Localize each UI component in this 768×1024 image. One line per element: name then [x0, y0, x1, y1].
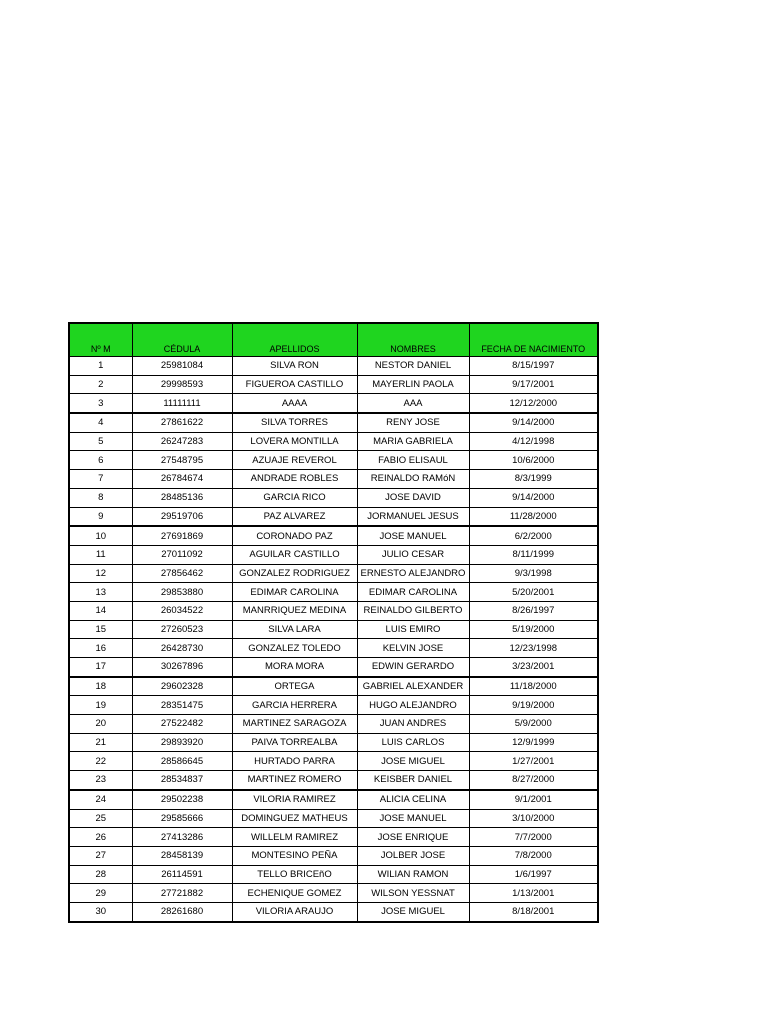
number-cell: 1 — [69, 357, 132, 376]
number-cell: 21 — [69, 733, 132, 752]
cedula-cell: 26784674 — [132, 470, 232, 489]
fecha-cell: 6/2/2000 — [469, 526, 598, 545]
number-cell: 13 — [69, 583, 132, 602]
nombres-cell: JOSE MANUEL — [357, 809, 469, 828]
nombres-cell: JOSE MIGUEL — [357, 752, 469, 771]
fecha-cell: 7/8/2000 — [469, 846, 598, 865]
cedula-cell: 30267896 — [132, 658, 232, 677]
apellidos-cell: MORA MORA — [232, 658, 357, 677]
fecha-cell: 9/19/2000 — [469, 696, 598, 715]
number-cell: 6 — [69, 451, 132, 470]
fecha-cell: 5/20/2001 — [469, 583, 598, 602]
cedula-cell: 29893920 — [132, 733, 232, 752]
nombres-cell: REINALDO RAMóN — [357, 470, 469, 489]
nombres-cell: NESTOR DANIEL — [357, 357, 469, 376]
table-row — [69, 639, 598, 658]
cedula-cell: 26247283 — [132, 432, 232, 451]
cedula-cell: 27856462 — [132, 564, 232, 583]
number-cell: 24 — [69, 790, 132, 809]
table-row — [69, 865, 598, 884]
cedula-cell: 25981084 — [132, 357, 232, 376]
table-row — [69, 507, 598, 526]
table-row — [69, 902, 598, 921]
apellidos-cell: GONZALEZ TOLEDO — [232, 639, 357, 658]
fecha-cell: 9/14/2000 — [469, 488, 598, 507]
fecha-cell: 5/19/2000 — [469, 620, 598, 639]
apellidos-cell: CORONADO PAZ — [232, 526, 357, 545]
apellidos-cell: AAAA — [232, 394, 357, 413]
fecha-cell: 9/3/1998 — [469, 564, 598, 583]
apellidos-cell: MARTINEZ ROMERO — [232, 771, 357, 790]
nombres-cell: JORMANUEL JESUS — [357, 507, 469, 526]
nombres-cell: ERNESTO ALEJANDRO — [357, 564, 469, 583]
header-cell-number: Nº M — [69, 323, 132, 357]
number-cell: 7 — [69, 470, 132, 489]
apellidos-cell: ORTEGA — [232, 677, 357, 696]
fecha-cell: 7/7/2000 — [469, 828, 598, 847]
nombres-cell: JUAN ANDRES — [357, 715, 469, 734]
apellidos-cell: DOMINGUEZ MATHEUS — [232, 809, 357, 828]
apellidos-cell: GARCIA RICO — [232, 488, 357, 507]
fecha-cell: 3/10/2000 — [469, 809, 598, 828]
number-cell: 22 — [69, 752, 132, 771]
fecha-cell: 8/18/2001 — [512, 906, 555, 918]
table-row — [69, 470, 598, 489]
nombres-cell: MAYERLIN PAOLA — [357, 375, 469, 394]
table-row — [69, 432, 598, 451]
nombres-cell: EDWIN GERARDO — [357, 658, 469, 677]
number-cell: 11 — [69, 545, 132, 564]
apellidos-cell: GARCIA HERRERA — [232, 696, 357, 715]
number-cell: 28 — [69, 865, 132, 884]
fecha-cell: 5/9/2000 — [469, 715, 598, 734]
nombres-cell: LUIS CARLOS — [357, 733, 469, 752]
cedula-cell: 26034522 — [132, 601, 232, 620]
table-row — [69, 677, 598, 696]
fecha-cell: 11/28/2000 — [469, 507, 598, 526]
number-cell: 20 — [69, 715, 132, 734]
nombres-cell: KELVIN JOSE — [357, 639, 469, 658]
cedula-cell: 29998593 — [132, 375, 232, 394]
number-cell: 5 — [69, 432, 132, 451]
table-row — [69, 583, 598, 602]
apellidos-cell: VILORIA ARAUJO — [232, 902, 357, 921]
table-row — [69, 375, 598, 394]
apellidos-cell: WILLELM RAMIREZ — [232, 828, 357, 847]
student-roster-table — [68, 322, 599, 923]
apellidos-cell: EDIMAR CAROLINA — [232, 583, 357, 602]
apellidos-cell: ANDRADE ROBLES — [232, 470, 357, 489]
apellidos-cell: VILORIA RAMIREZ — [232, 790, 357, 809]
nombres-cell: JULIO CESAR — [357, 545, 469, 564]
nombres-cell: JOSE MIGUEL — [357, 902, 469, 921]
apellidos-cell: LOVERA MONTILLA — [232, 432, 357, 451]
cedula-cell: 27011092 — [132, 545, 232, 564]
fecha-cell: 8/27/2000 — [469, 771, 598, 790]
table-header — [69, 323, 598, 357]
cedula-cell: 26428730 — [132, 639, 232, 658]
nombres-cell: JOSE MANUEL — [357, 526, 469, 545]
nombres-cell: MARIA GABRIELA — [357, 432, 469, 451]
table-body — [69, 357, 598, 922]
apellidos-cell: MANRRIQUEZ MEDINA — [232, 601, 357, 620]
number-cell: 3 — [69, 394, 132, 413]
fecha-cell: 1/27/2001 — [469, 752, 598, 771]
table-row — [69, 394, 598, 413]
table-row — [69, 451, 598, 470]
apellidos-cell: PAZ ALVAREZ — [232, 507, 357, 526]
fecha-cell: 12/12/2000 — [469, 394, 598, 413]
cedula-cell: 29602328 — [132, 677, 232, 696]
cedula-cell: 27548795 — [132, 451, 232, 470]
nombres-cell: JOLBER JOSE — [357, 846, 469, 865]
apellidos-cell: AZUAJE REVEROL — [232, 451, 357, 470]
table-row — [69, 790, 598, 809]
table-row — [69, 601, 598, 620]
fecha-cell: 3/23/2001 — [469, 658, 598, 677]
cedula-cell: 28261680 — [132, 902, 232, 921]
nombres-cell: KEISBER DANIEL — [357, 771, 469, 790]
header-cell-fecha-nacimiento: FECHA DE NACIMIENTO — [469, 323, 598, 357]
apellidos-cell: FIGUEROA CASTILLO — [232, 375, 357, 394]
table-row — [69, 828, 598, 847]
table-row — [69, 545, 598, 564]
number-cell: 14 — [69, 601, 132, 620]
cedula-cell: 28586645 — [132, 752, 232, 771]
number-cell: 12 — [69, 564, 132, 583]
nombres-cell: JOSE ENRIQUE — [357, 828, 469, 847]
fecha-cell: 8/3/1999 — [469, 470, 598, 489]
header-cell-nombres: NOMBRES — [357, 323, 469, 357]
number-cell: 30 — [69, 902, 132, 921]
table-row — [69, 696, 598, 715]
number-cell: 16 — [69, 639, 132, 658]
nombres-cell: EDIMAR CAROLINA — [357, 583, 469, 602]
apellidos-cell: TELLO BRICEñO — [232, 865, 357, 884]
header-cell-apellidos: APELLIDOS — [232, 323, 357, 357]
cedula-cell: 29853880 — [132, 583, 232, 602]
header-row — [69, 323, 598, 357]
nombres-cell: WILIAN RAMON — [357, 865, 469, 884]
apellidos-cell: GONZALEZ RODRIGUEZ — [232, 564, 357, 583]
apellidos-cell: PAIVA TORREALBA — [232, 733, 357, 752]
cedula-cell: 27691869 — [132, 526, 232, 545]
table-row — [69, 658, 598, 677]
fecha-cell: 12/9/1999 — [469, 733, 598, 752]
table-row — [69, 357, 598, 376]
fecha-cell: 10/6/2000 — [469, 451, 598, 470]
cedula-cell: 27861622 — [132, 413, 232, 432]
table-row — [69, 526, 598, 545]
cedula-cell: 28458139 — [132, 846, 232, 865]
fecha-cell: 8/15/1997 — [469, 357, 598, 376]
apellidos-cell: SILVA RON — [232, 357, 357, 376]
table-row — [69, 715, 598, 734]
cedula-cell: 29585666 — [132, 809, 232, 828]
table-row — [69, 620, 598, 639]
table-row — [69, 733, 598, 752]
apellidos-cell: AGUILAR CASTILLO — [232, 545, 357, 564]
cedula-cell: 27413286 — [132, 828, 232, 847]
nombres-cell: RENY JOSE — [357, 413, 469, 432]
cedula-cell: 11111111 — [132, 394, 232, 413]
cedula-cell: 28351475 — [132, 696, 232, 715]
cedula-cell: 27522482 — [132, 715, 232, 734]
nombres-cell: REINALDO GILBERTO — [357, 601, 469, 620]
number-cell: 17 — [69, 658, 132, 677]
number-cell: 8 — [69, 488, 132, 507]
cedula-cell: 26114591 — [132, 865, 232, 884]
table-row — [69, 809, 598, 828]
fecha-cell: 9/17/2001 — [469, 375, 598, 394]
number-cell: 25 — [69, 809, 132, 828]
number-cell: 18 — [69, 677, 132, 696]
number-cell: 4 — [69, 413, 132, 432]
table-row — [69, 564, 598, 583]
cedula-cell: 29519706 — [132, 507, 232, 526]
fecha-cell: 8/11/1999 — [469, 545, 598, 564]
table-row — [69, 752, 598, 771]
number-cell: 27 — [69, 846, 132, 865]
cedula-cell: 28485136 — [132, 488, 232, 507]
nombres-cell: WILSON YESSNAT — [357, 884, 469, 903]
number-cell: 19 — [69, 696, 132, 715]
cedula-cell: 27260523 — [132, 620, 232, 639]
nombres-cell: FABIO ELISAUL — [357, 451, 469, 470]
fecha-cell: 11/18/2000 — [469, 677, 598, 696]
table-row — [69, 771, 598, 790]
nombres-cell: JOSE DAVID — [357, 488, 469, 507]
number-cell: 15 — [69, 620, 132, 639]
nombres-cell: AAA — [357, 394, 469, 413]
apellidos-cell: MARTINEZ SARAGOZA — [232, 715, 357, 734]
apellidos-cell: ECHENIQUE GOMEZ — [232, 884, 357, 903]
apellidos-cell: HURTADO PARRA — [232, 752, 357, 771]
table-row — [69, 846, 598, 865]
fecha-cell: 1/6/1997 — [469, 865, 598, 884]
table-row — [69, 413, 598, 432]
fecha-cell: 8/26/1997 — [469, 601, 598, 620]
cedula-cell: 29502238 — [132, 790, 232, 809]
table-row — [69, 884, 598, 903]
number-cell: 2 — [69, 375, 132, 394]
header-cell-cedula: CÉDULA — [132, 323, 232, 357]
fecha-cell: 9/1/2001 — [469, 790, 598, 809]
number-cell: 26 — [69, 828, 132, 847]
nombres-cell: GABRIEL ALEXANDER — [357, 677, 469, 696]
fecha-cell: 1/13/2001 — [469, 884, 598, 903]
cedula-cell: 27721882 — [132, 884, 232, 903]
number-cell: 10 — [69, 526, 132, 545]
nombres-cell: HUGO ALEJANDRO — [357, 696, 469, 715]
fecha-cell: 4/12/1998 — [469, 432, 598, 451]
table-row — [69, 488, 598, 507]
cedula-cell: 28534837 — [132, 771, 232, 790]
number-cell: 9 — [69, 507, 132, 526]
apellidos-cell: SILVA LARA — [232, 620, 357, 639]
number-cell: 29 — [69, 884, 132, 903]
nombres-cell: ALICIA CELINA — [357, 790, 469, 809]
fecha-cell: 9/14/2000 — [469, 413, 598, 432]
number-cell: 23 — [69, 771, 132, 790]
apellidos-cell: SILVA TORRES — [232, 413, 357, 432]
nombres-cell: LUIS EMIRO — [357, 620, 469, 639]
apellidos-cell: MONTESINO PEÑA — [232, 846, 357, 865]
fecha-cell: 12/23/1998 — [469, 639, 598, 658]
